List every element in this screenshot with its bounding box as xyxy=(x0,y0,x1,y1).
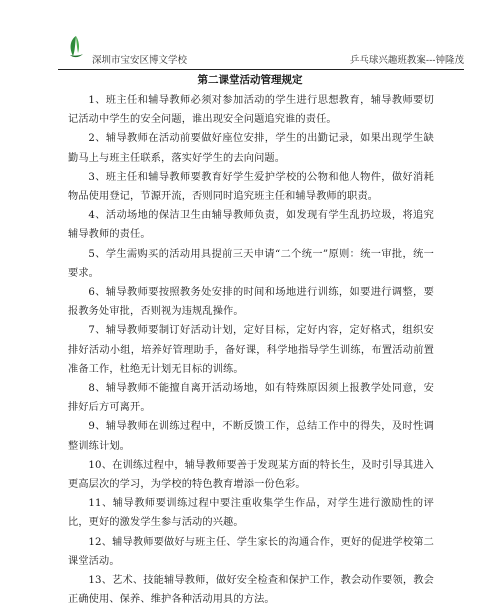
regulation-paragraph-1: 1、班主任和辅导教师必须对参加活动的学生进行思想教育，辅导教师要切记活动中学生的安全问题，谁出现安全问题追究谁的责任。 xyxy=(68,95,434,126)
regulation-list xyxy=(68,91,434,609)
regulation-paragraph-9: 9、辅导教师在训练过程中，不断反馈工作，总结工作中的得失，及时性调整训练计划。 xyxy=(68,421,434,452)
regulation-paragraph-7: 7、辅导教师要制订好活动计划，定好目标，定好内容，定好格式，组织安排好活动小组，培养好管理助手，备好课，科学地指导学生训练，布置活动前置准备工作，杜绝无计划无目标的训练。 xyxy=(68,325,434,375)
page-title: 第二课堂活动管理规定 xyxy=(197,74,303,86)
regulation-paragraph-8: 8、辅导教师不能擅自离开活动场地，如有特殊原因须上报教学处同意，安排好后方可离开。 xyxy=(68,383,434,414)
regulation-paragraph-2: 2、辅导教师在活动前要做好座位安排，学生的出勤记录，如果出现学生缺勤马上与班主任联系，落实好学生的去向问题。 xyxy=(68,133,434,164)
regulation-paragraph-12: 12、辅导教师要做好与班主任、学生家长的沟通合作，更好的促进学校第二课堂活动。 xyxy=(68,536,434,567)
school-logo-icon xyxy=(64,34,88,60)
header-divider xyxy=(58,69,464,70)
regulation-paragraph-11: 11、辅导教师要训练过程中要注重收集学生作品，对学生进行激励性的评比，更好的激发学生参与活动的兴趣。 xyxy=(68,498,434,529)
regulation-paragraph-13: 13、艺术、技能辅导教师，做好安全检查和保护工作，教会动作要领，教会正确使用、保养、维护各种活动用具的方法。 xyxy=(68,575,434,606)
regulation-paragraph-3: 3、班主任和辅导教师要教育好学生爱护学校的公物和他人物件，做好消耗物品使用登记，节源开流，否则同时追究班主任和辅导教师的职责。 xyxy=(68,171,434,203)
regulation-paragraph-10: 10、在训练过程中，辅导教师要善于发现某方面的特长生，及时引导其进入更高层次的学习，为学校的特色教育增添一份色彩。 xyxy=(68,459,434,491)
regulation-paragraph-5: 5、学生需购买的活动用具提前三天申请“二个统一”原则：统一审批，统一要求。 xyxy=(68,248,434,279)
regulation-paragraph-4: 4、活动场地的保洁卫生由辅导教师负责，如发现有学生乱扔垃圾，将追究辅导教师的责任。 xyxy=(68,210,434,241)
school-name: 深圳市宝安区博文学校 xyxy=(92,55,188,66)
course-name: 乒乓球兴趣班教案---钟隆茂 xyxy=(349,55,464,66)
regulation-paragraph-6: 6、辅导教师要按照教务处安排的时间和场地进行训练，如要进行调整，要报教务处审批，否则视为违规乱操作。 xyxy=(68,287,434,318)
document-header xyxy=(58,36,464,70)
